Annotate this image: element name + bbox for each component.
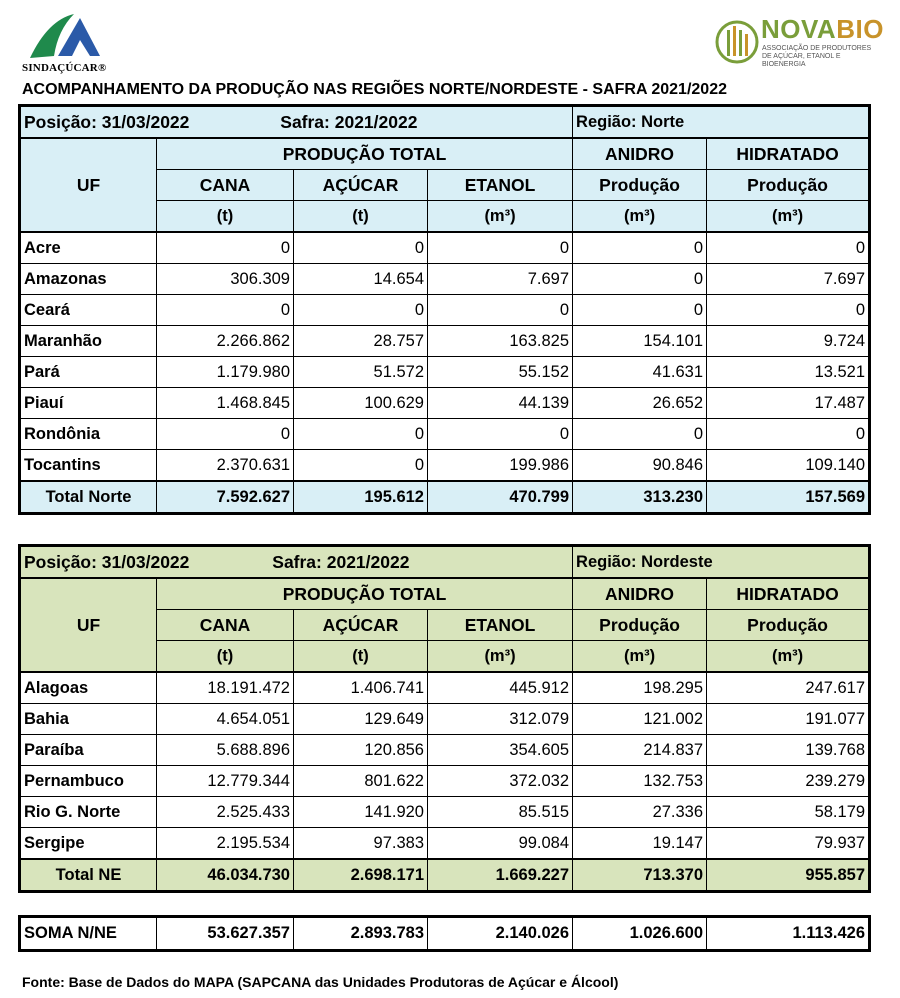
norte-data-rows: [21, 232, 869, 481]
anidro-value-cell: 0: [573, 264, 707, 295]
etanol-value-cell: 0: [428, 232, 573, 264]
norte-uf-header: UF: [21, 138, 157, 232]
sindacucar-logo-icon: [28, 10, 102, 60]
norte-acucar-header: AÇÚCAR: [294, 170, 428, 201]
cana-value-cell: 18.191.472: [157, 672, 294, 704]
hidratado-value-cell: 58.179: [707, 797, 869, 828]
table-row: [21, 388, 869, 419]
novabio-logo: [715, 12, 885, 72]
etanol-value-cell: 199.986: [428, 450, 573, 482]
norte-acucar-unit: (t): [294, 201, 428, 233]
norte-etanol-unit: (m³): [428, 201, 573, 233]
novabio-logo-tagline: ASSOCIAÇÃO DE PRODUTORES DE AÇÚCAR, ETANOL E BIOENERGIA: [762, 45, 872, 68]
nordeste-total-label: Total NE: [21, 859, 157, 891]
acucar-value-cell: 120.856: [294, 735, 428, 766]
etanol-value-cell: 445.912: [428, 672, 573, 704]
table-row: [21, 735, 869, 766]
hidratado-value-cell: 9.724: [707, 326, 869, 357]
etanol-value-cell: 0: [428, 419, 573, 450]
etanol-value-cell: 7.697: [428, 264, 573, 295]
nordeste-cana-header: CANA: [157, 610, 294, 641]
uf-name-cell: Bahia: [21, 704, 157, 735]
nordeste-hidratado-producao-header: Produção: [707, 610, 869, 641]
table-row: [21, 232, 869, 264]
table-row: [21, 797, 869, 828]
etanol-value-cell: 372.032: [428, 766, 573, 797]
nordeste-producao-total-header: PRODUÇÃO TOTAL: [157, 578, 573, 610]
cana-value-cell: 5.688.896: [157, 735, 294, 766]
norte-anidro-producao-header: Produção: [573, 170, 707, 201]
hidratado-value-cell: 0: [707, 419, 869, 450]
uf-name-cell: Sergipe: [21, 828, 157, 860]
anidro-value-cell: 132.753: [573, 766, 707, 797]
etanol-value-cell: 163.825: [428, 326, 573, 357]
acucar-value-cell: 141.920: [294, 797, 428, 828]
norte-hidratado-header: HIDRATADO: [707, 138, 869, 170]
norte-total-label: Total Norte: [21, 481, 157, 513]
norte-hidratado-producao-header: Produção: [707, 170, 869, 201]
norte-posicao-safra: [21, 107, 573, 139]
nordeste-anidro-producao-header: Produção: [573, 610, 707, 641]
table-row: [21, 264, 869, 295]
table-row: [21, 828, 869, 860]
nordeste-total-row: [21, 859, 869, 891]
anidro-value-cell: 26.652: [573, 388, 707, 419]
uf-name-cell: Maranhão: [21, 326, 157, 357]
anidro-value-cell: 41.631: [573, 357, 707, 388]
table-row: [21, 766, 869, 797]
nordeste-production-table: [20, 546, 869, 891]
acucar-value-cell: 28.757: [294, 326, 428, 357]
nordeste-total-cana: 46.034.730: [157, 859, 294, 891]
source-footnote: Fonte: Base de Dados do MAPA (SAPCANA das Unidades Produtoras de Açúcar e Álcool): [22, 974, 619, 990]
norte-total-hidratado: 157.569: [707, 481, 869, 513]
nordeste-anidro-header: ANIDRO: [573, 578, 707, 610]
nordeste-posicao-safra: [21, 547, 573, 579]
norte-total-cana: 7.592.627: [157, 481, 294, 513]
norte-safra: Safra: 2021/2022: [280, 111, 418, 132]
norte-total-acucar: 195.612: [294, 481, 428, 513]
page-header: [0, 0, 900, 98]
hidratado-value-cell: 247.617: [707, 672, 869, 704]
uf-name-cell: Rio G. Norte: [21, 797, 157, 828]
nordeste-data-rows: [21, 672, 869, 859]
etanol-value-cell: 55.152: [428, 357, 573, 388]
cana-value-cell: 1.468.845: [157, 388, 294, 419]
acucar-value-cell: 0: [294, 295, 428, 326]
table-row: [21, 357, 869, 388]
hidratado-value-cell: 79.937: [707, 828, 869, 860]
acucar-value-cell: 0: [294, 419, 428, 450]
acucar-value-cell: 801.622: [294, 766, 428, 797]
nordeste-header-row-1: [21, 578, 869, 610]
uf-name-cell: Amazonas: [21, 264, 157, 295]
hidratado-value-cell: 191.077: [707, 704, 869, 735]
novabio-logo-name: NOVABIO: [761, 14, 884, 44]
nordeste-anidro-unit: (m³): [573, 641, 707, 673]
anidro-value-cell: 214.837: [573, 735, 707, 766]
uf-name-cell: Ceará: [21, 295, 157, 326]
table-row: [21, 704, 869, 735]
norte-regiao: Região: Norte: [573, 107, 869, 139]
etanol-value-cell: 99.084: [428, 828, 573, 860]
cana-value-cell: 2.195.534: [157, 828, 294, 860]
nordeste-etanol-unit: (m³): [428, 641, 573, 673]
novabio-logo-icon: [715, 16, 759, 68]
acucar-value-cell: 1.406.741: [294, 672, 428, 704]
norte-anidro-header: ANIDRO: [573, 138, 707, 170]
norte-total-anidro: 313.230: [573, 481, 707, 513]
norte-total-row: [21, 481, 869, 513]
acucar-value-cell: 129.649: [294, 704, 428, 735]
norte-cana-unit: (t): [157, 201, 294, 233]
anidro-value-cell: 90.846: [573, 450, 707, 482]
uf-name-cell: Pernambuco: [21, 766, 157, 797]
nordeste-acucar-header: AÇÚCAR: [294, 610, 428, 641]
table-row: [21, 672, 869, 704]
norte-cana-header: CANA: [157, 170, 294, 201]
table-row: [21, 419, 869, 450]
hidratado-value-cell: 239.279: [707, 766, 869, 797]
soma-acucar: 2.893.783: [294, 918, 428, 950]
nordeste-acucar-unit: (t): [294, 641, 428, 673]
cana-value-cell: 306.309: [157, 264, 294, 295]
hidratado-value-cell: 13.521: [707, 357, 869, 388]
nordeste-info-row: [21, 547, 869, 579]
table-row: [21, 450, 869, 482]
soma-row: [21, 918, 869, 950]
etanol-value-cell: 44.139: [428, 388, 573, 419]
cana-value-cell: 2.525.433: [157, 797, 294, 828]
soma-cana: 53.627.357: [157, 918, 294, 950]
uf-name-cell: Rondônia: [21, 419, 157, 450]
norte-info-row: [21, 107, 869, 139]
acucar-value-cell: 97.383: [294, 828, 428, 860]
anidro-value-cell: 0: [573, 232, 707, 264]
etanol-value-cell: 85.515: [428, 797, 573, 828]
norte-total-etanol: 470.799: [428, 481, 573, 513]
cana-value-cell: 0: [157, 419, 294, 450]
norte-header-row-1: [21, 138, 869, 170]
nordeste-cana-unit: (t): [157, 641, 294, 673]
hidratado-value-cell: 0: [707, 295, 869, 326]
cana-value-cell: 4.654.051: [157, 704, 294, 735]
nordeste-total-etanol: 1.669.227: [428, 859, 573, 891]
nordeste-uf-header: UF: [21, 578, 157, 672]
uf-name-cell: Tocantins: [21, 450, 157, 482]
cana-value-cell: 12.779.344: [157, 766, 294, 797]
nordeste-safra: Safra: 2021/2022: [272, 551, 410, 572]
anidro-value-cell: 121.002: [573, 704, 707, 735]
anidro-value-cell: 154.101: [573, 326, 707, 357]
uf-name-cell: Acre: [21, 232, 157, 264]
nordeste-etanol-header: ETANOL: [428, 610, 573, 641]
uf-name-cell: Pará: [21, 357, 157, 388]
anidro-value-cell: 0: [573, 295, 707, 326]
acucar-value-cell: 51.572: [294, 357, 428, 388]
hidratado-value-cell: 139.768: [707, 735, 869, 766]
nordeste-hidratado-unit: (m³): [707, 641, 869, 673]
soma-hidratado: 1.113.426: [707, 918, 869, 950]
sindacucar-logo-text: SINDAÇÚCAR®: [22, 62, 107, 74]
nordeste-hidratado-header: HIDRATADO: [707, 578, 869, 610]
anidro-value-cell: 19.147: [573, 828, 707, 860]
cana-value-cell: 0: [157, 295, 294, 326]
anidro-value-cell: 198.295: [573, 672, 707, 704]
anidro-value-cell: 0: [573, 419, 707, 450]
soma-label: SOMA N/NE: [21, 918, 157, 950]
table-row: [21, 326, 869, 357]
anidro-value-cell: 27.336: [573, 797, 707, 828]
sindacucar-logo: [22, 10, 110, 80]
norte-anidro-unit: (m³): [573, 201, 707, 233]
norte-producao-total-header: PRODUÇÃO TOTAL: [157, 138, 573, 170]
soma-etanol: 2.140.026: [428, 918, 573, 950]
page-title: ACOMPANHAMENTO DA PRODUÇÃO NAS REGIÕES NORTE/NORDESTE - SAFRA 2021/2022: [22, 81, 727, 98]
nordeste-total-anidro: 713.370: [573, 859, 707, 891]
soma-anidro: 1.026.600: [573, 918, 707, 950]
uf-name-cell: Paraíba: [21, 735, 157, 766]
cana-value-cell: 2.370.631: [157, 450, 294, 482]
cana-value-cell: 1.179.980: [157, 357, 294, 388]
nordeste-total-acucar: 2.698.171: [294, 859, 428, 891]
soma-table: [20, 917, 869, 950]
table-row: [21, 295, 869, 326]
etanol-value-cell: 354.605: [428, 735, 573, 766]
acucar-value-cell: 14.654: [294, 264, 428, 295]
nordeste-total-hidratado: 955.857: [707, 859, 869, 891]
norte-posicao: Posição: 31/03/2022: [24, 111, 190, 132]
acucar-value-cell: 0: [294, 232, 428, 264]
norte-etanol-header: ETANOL: [428, 170, 573, 201]
nordeste-regiao: Região: Nordeste: [573, 547, 869, 579]
etanol-value-cell: 312.079: [428, 704, 573, 735]
hidratado-value-cell: 0: [707, 232, 869, 264]
etanol-value-cell: 0: [428, 295, 573, 326]
uf-name-cell: Alagoas: [21, 672, 157, 704]
cana-value-cell: 0: [157, 232, 294, 264]
norte-production-table: [20, 106, 869, 513]
hidratado-value-cell: 109.140: [707, 450, 869, 482]
cana-value-cell: 2.266.862: [157, 326, 294, 357]
norte-hidratado-unit: (m³): [707, 201, 869, 233]
uf-name-cell: Piauí: [21, 388, 157, 419]
acucar-value-cell: 100.629: [294, 388, 428, 419]
hidratado-value-cell: 7.697: [707, 264, 869, 295]
hidratado-value-cell: 17.487: [707, 388, 869, 419]
nordeste-posicao: Posição: 31/03/2022: [24, 551, 190, 572]
acucar-value-cell: 0: [294, 450, 428, 482]
